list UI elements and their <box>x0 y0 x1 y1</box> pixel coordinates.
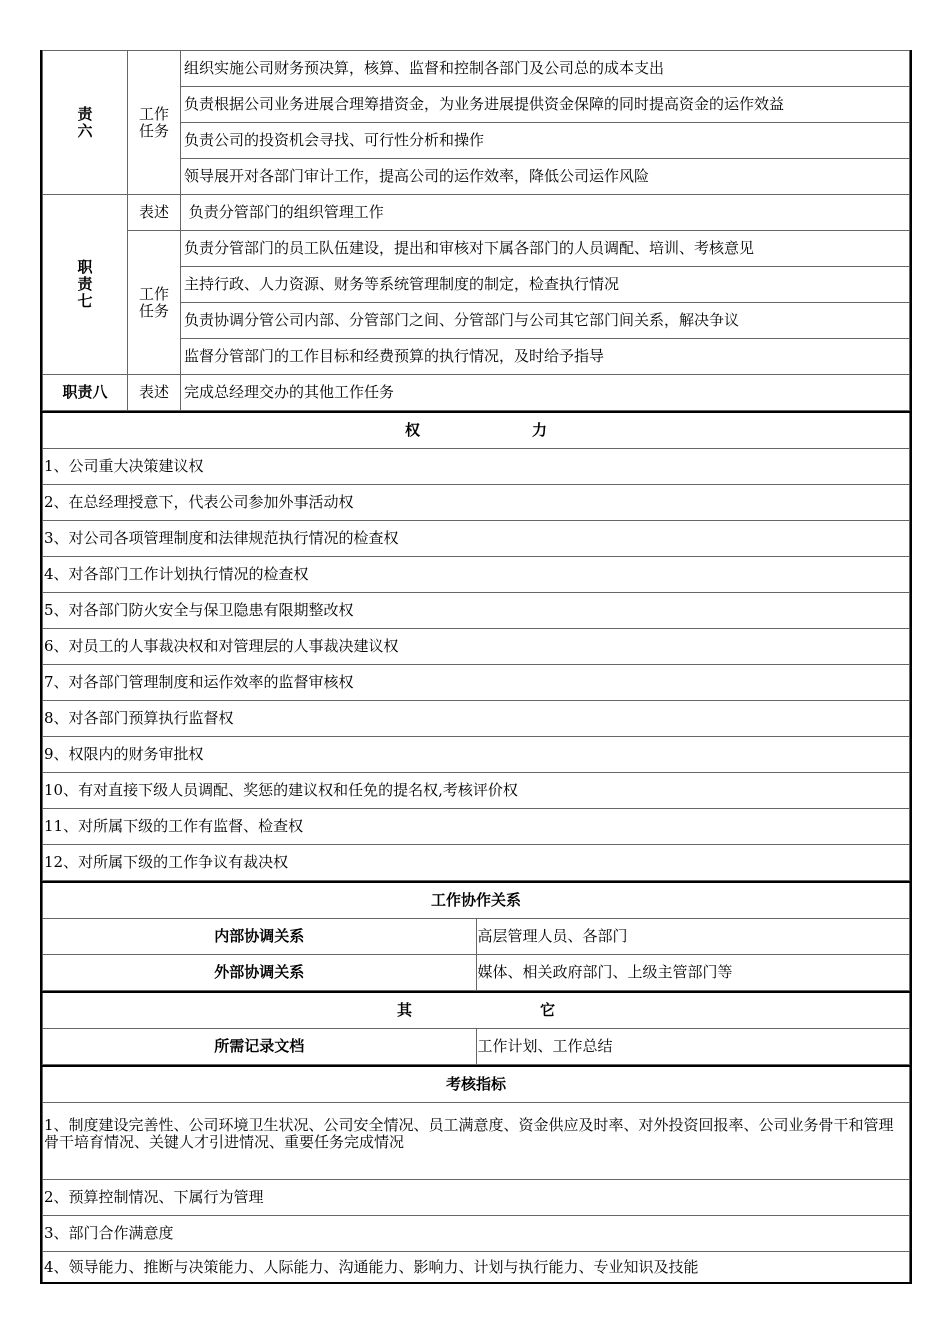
kpi-item: 3、部门合作满意度 <box>43 1216 910 1252</box>
duty8-desc: 完成总经理交办的其他工作任务 <box>181 375 910 411</box>
power-item: 3、对公司各项管理制度和法律规范执行情况的检查权 <box>43 521 910 557</box>
duty7-task: 负责分管部门的员工队伍建设，提出和审核对下属各部门的人员调配、培训、考核意见 <box>181 231 910 267</box>
power-item: 7、对各部门管理制度和运作效率的监督审核权 <box>43 665 910 701</box>
cooperation-table <box>42 881 910 991</box>
power-item: 10、有对直接下级人员调配、奖惩的建议权和任免的提名权,考核评价权 <box>43 773 910 809</box>
power-item: 11、对所属下级的工作有监督、检查权 <box>43 809 910 845</box>
docs-value: 工作计划、工作总结 <box>476 1029 910 1065</box>
kpi-title: 考核指标 <box>43 1066 910 1103</box>
external-value: 媒体、相关政府部门、上级主管部门等 <box>476 955 910 991</box>
external-label: 外部协调关系 <box>43 955 477 991</box>
duty6-task: 组织实施公司财务预决算，核算、监督和控制各部门及公司总的成本支出 <box>181 51 910 87</box>
powers-header-row <box>43 412 910 449</box>
kpi-item: 2、预算控制情况、下属行为管理 <box>43 1180 910 1216</box>
duty7-task: 主持行政、人力资源、财务等系统管理制度的制定，检查执行情况 <box>181 267 910 303</box>
power-item: 9、权限内的财务审批权 <box>43 737 910 773</box>
internal-row <box>43 919 910 955</box>
kpi-table <box>42 1065 910 1284</box>
duty7-task: 监督分管部门的工作目标和经费预算的执行情况，及时给予指导 <box>181 339 910 375</box>
internal-label: 内部协调关系 <box>43 919 477 955</box>
duty8-desc-label: 表述 <box>128 375 181 411</box>
kpi-item: 1、制度建设完善性、公司环境卫生状况、公司安全情况、员工满意度、资金供应及时率、对外投资回报率、公司业务骨干和管理骨干培育情况、关键人才引进情况、重要任务完成情况 <box>43 1103 910 1180</box>
powers-title: 权 力 <box>43 412 910 449</box>
internal-value: 高层管理人员、各部门 <box>476 919 910 955</box>
power-item: 1、公司重大决策建议权 <box>43 449 910 485</box>
duties-table <box>42 50 910 411</box>
duty7-row-1 <box>43 231 910 267</box>
cooperation-title: 工作协作关系 <box>43 882 910 919</box>
other-title: 其 它 <box>43 992 910 1029</box>
duty6-task: 负责公司的投资机会寻找、可行性分析和操作 <box>181 123 910 159</box>
duty6-task: 领导展开对各部门审计工作，提高公司的运作效率，降低公司运作风险 <box>181 159 910 195</box>
cooperation-header-row <box>43 882 910 919</box>
docs-label: 所需记录文档 <box>43 1029 477 1065</box>
kpi-item: 4、领导能力、推断与决策能力、人际能力、沟通能力、影响力、计划与执行能力、专业知识及技能 <box>43 1252 910 1284</box>
duty8-label: 职责八 <box>43 375 128 411</box>
power-item: 12、对所属下级的工作争议有裁决权 <box>43 845 910 881</box>
duty7-sub-label: 工作任务 <box>128 231 181 375</box>
external-row <box>43 955 910 991</box>
power-item: 8、对各部门预算执行监督权 <box>43 701 910 737</box>
duty8-row <box>43 375 910 411</box>
power-item: 5、对各部门防火安全与保卫隐患有限期整改权 <box>43 593 910 629</box>
duty7-desc-row <box>43 195 910 231</box>
duty7-label: 职责七 <box>43 195 128 375</box>
other-header-row <box>43 992 910 1029</box>
duty6-label: 责六 <box>43 51 128 195</box>
duty6-task: 负责根据公司业务进展合理筹措资金，为业务进展提供资金保障的同时提高资金的运作效益 <box>181 87 910 123</box>
kpi-header-row <box>43 1066 910 1103</box>
duty6-row-1 <box>43 51 910 87</box>
docs-row <box>43 1029 910 1065</box>
duty6-sub-label: 工作任务 <box>128 51 181 195</box>
power-item: 4、对各部门工作计划执行情况的检查权 <box>43 557 910 593</box>
powers-table <box>42 411 910 881</box>
power-item: 6、对员工的人事裁决权和对管理层的人事裁决建议权 <box>43 629 910 665</box>
duty7-desc-label: 表述 <box>128 195 181 231</box>
job-description-sheet <box>40 50 912 1284</box>
other-table <box>42 991 910 1065</box>
duty7-desc: 负责分管部门的组织管理工作 <box>181 195 910 231</box>
duty7-task: 负责协调分管公司内部、分管部门之间、分管部门与公司其它部门间关系，解决争议 <box>181 303 910 339</box>
power-item: 2、在总经理授意下，代表公司参加外事活动权 <box>43 485 910 521</box>
